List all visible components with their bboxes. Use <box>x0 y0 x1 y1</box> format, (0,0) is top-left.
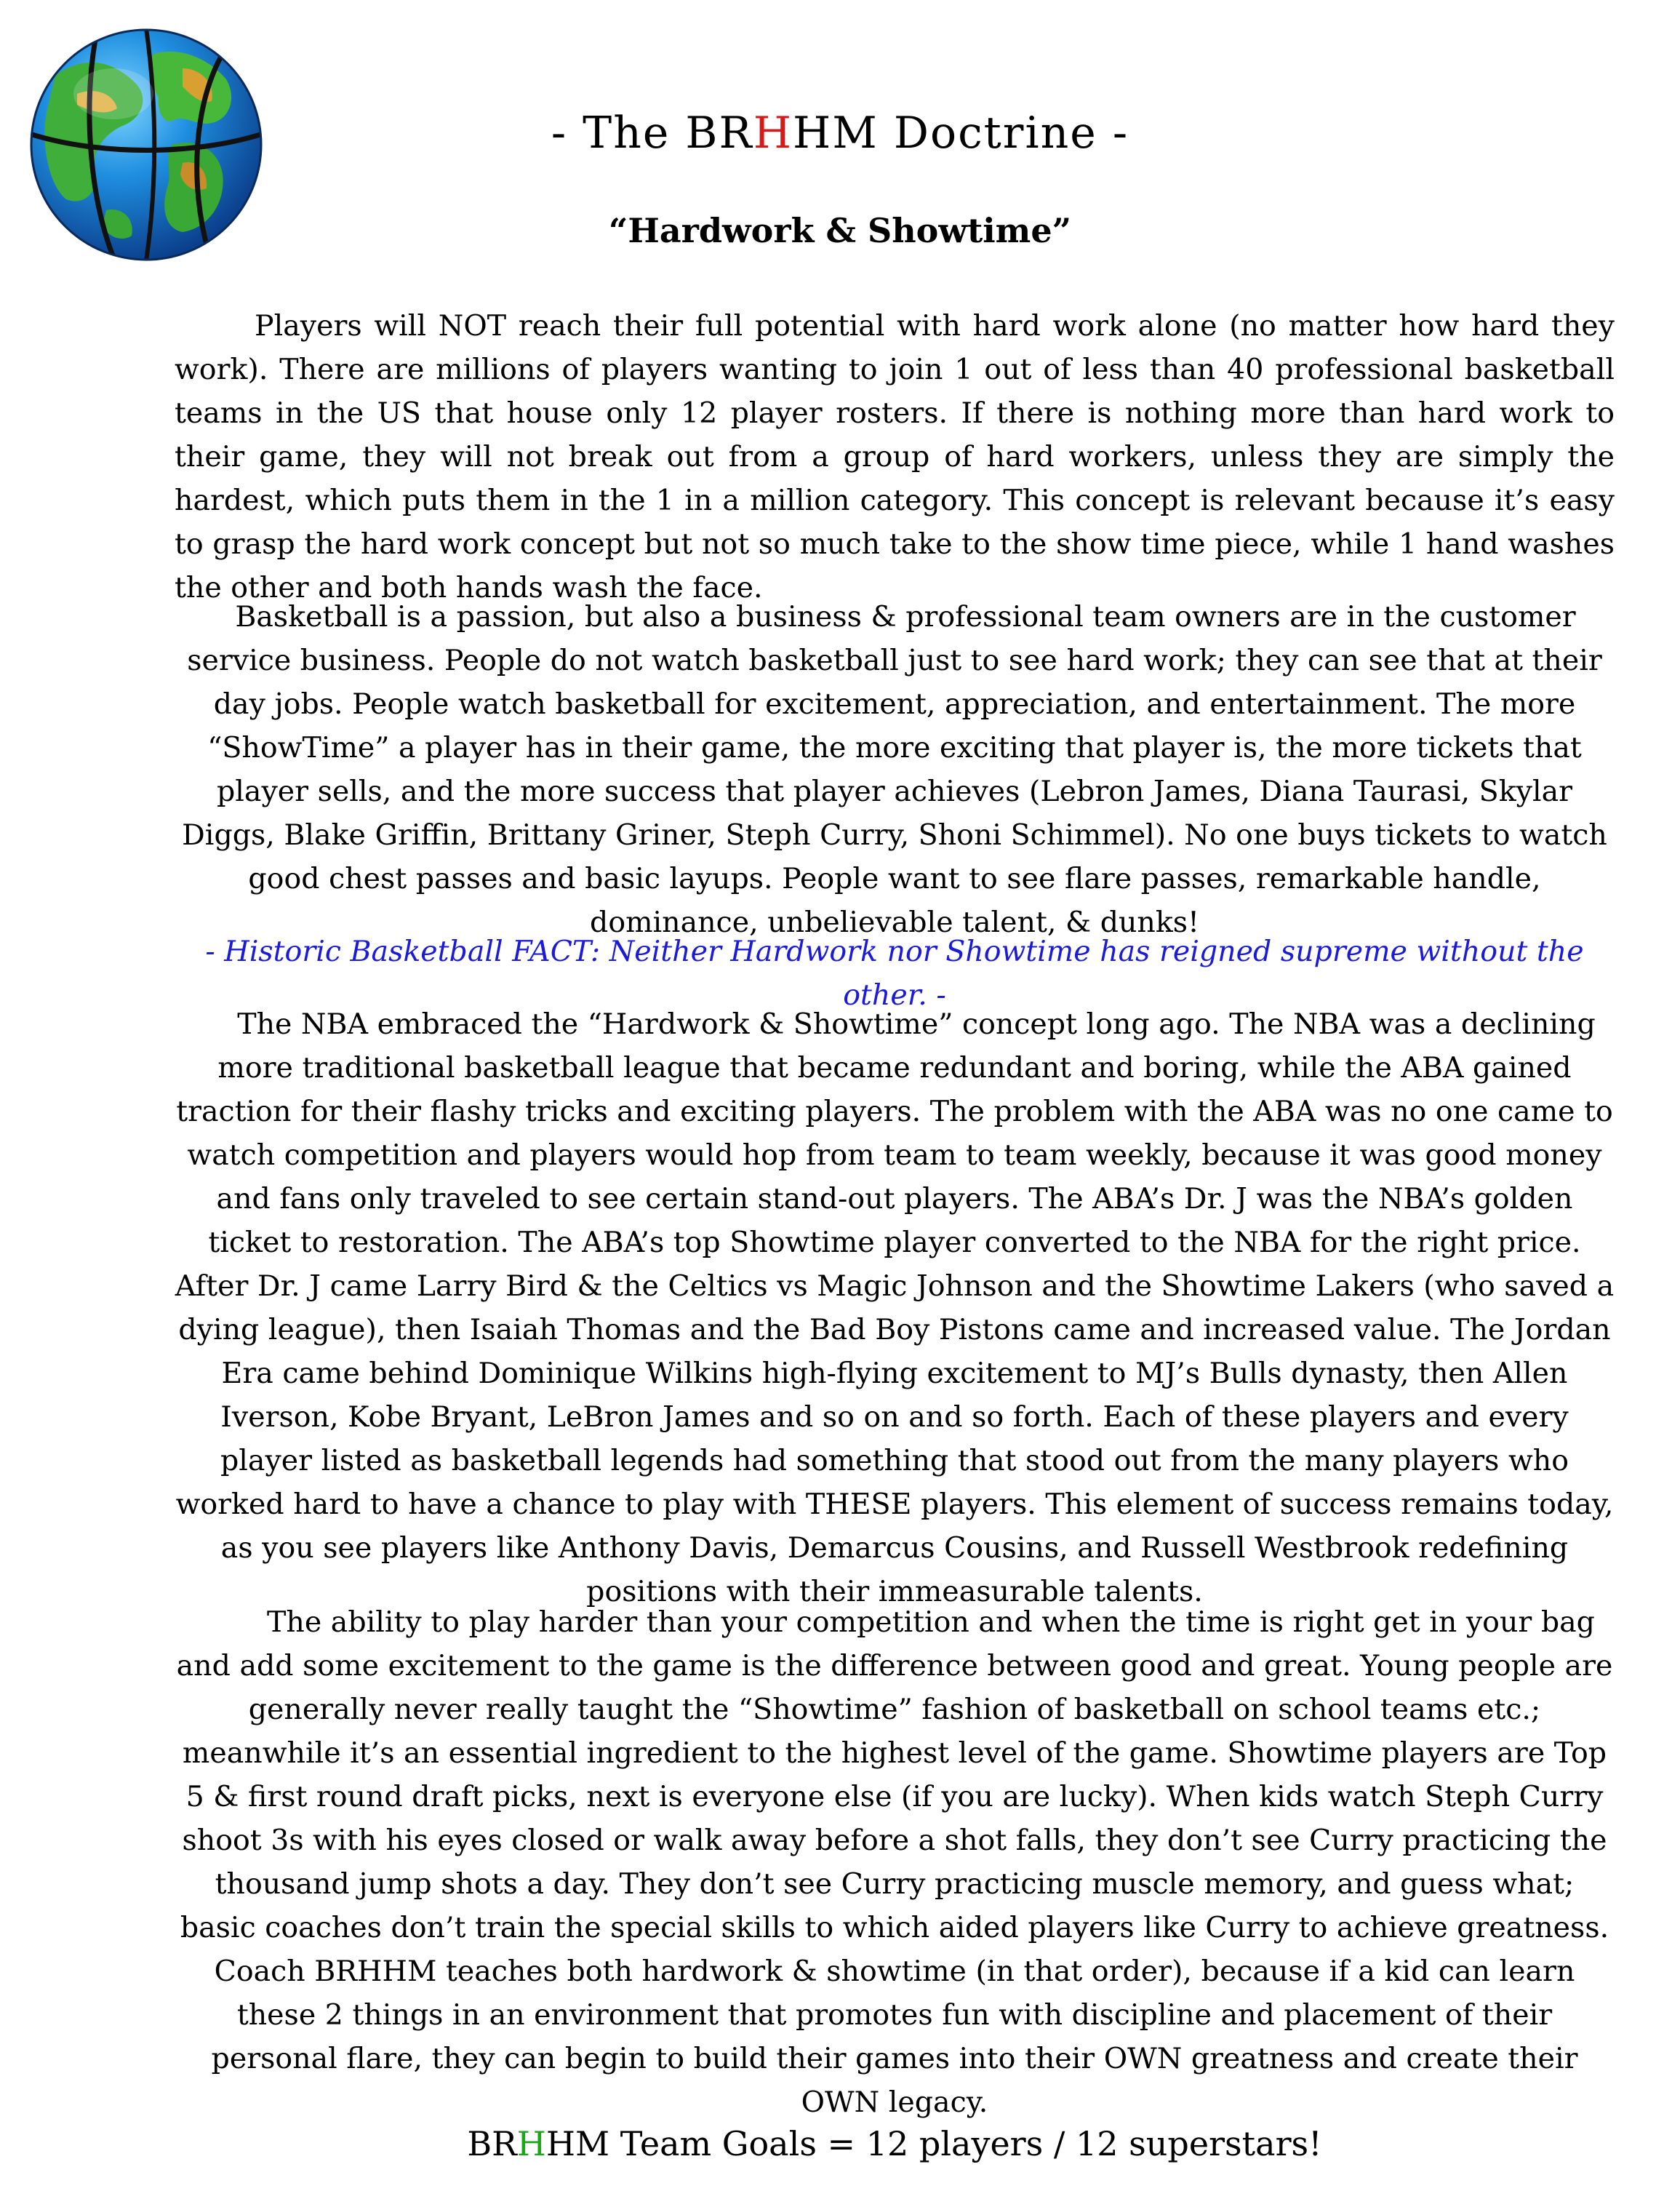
paragraph-showtime: The ability to play harder than your competition and when the time is right get in your bag and add some excitement to the game is the difference between good and great. Young people are generally never really taught the “Showtime” fashion of basketball on school teams etc.; meanwhile it’s an essential ingredient to the highest level of the game. Showtime players are Top 5 & first round draft picks, next is everyone else (if you are lucky). When kids watch Steph Curry shoot 3s with his eyes closed or walk away before a shot falls, they don’t see Curry practicing the thousand jump shots a day. They don’t see Curry practicing muscle memory, and guess what; basic coaches don’t train the special skills to which aided players like Curry to achieve greatness. Coach BRHHM teaches both hardwork & showtime (in that order), because if a kid can learn these 2 things in an environment that promotes fun with discipline and placement of their personal flare, they can begin to build their games into their OWN greatness and create their OWN legacy. <box>176 1605 1613 2119</box>
title-accent-letter: H <box>753 108 793 159</box>
goals-accent-letter: H <box>516 2124 546 2163</box>
paragraph-nba-history: The NBA embraced the “Hardwork & Showtime” concept long ago. The NBA was a declining more traditional basketball league that became redundant and boring, while the ABA gained traction for their flashy tricks and exciting players. The problem with the ABA was no one came to watch competition and players would hop from team to team weekly, because it was good money and fans only traveled to see certain stand-out players. The ABA’s Dr. J was the NBA’s golden ticket to restoration. The ABA’s top Showtime player converted to the NBA for the right price. After Dr. J came Larry Bird & the Celtics vs Magic Johnson and the Showtime Lakers (who saved a dying league), then Isaiah Thomas and the Bad Boy Pistons came and increased value. The Jordan Era came behind Dominique Wilkins high-flying excitement to MJ’s Bulls dynasty, then Allen Iverson, Kobe Bryant, LeBron James and so on and so forth. Each of these players and every player listed as basketball legends had something that stood out from the many players who worked hard to have a chance to play with THESE players. This element of success remains today, as you see players like Anthony Davis, Demarcus Cousins, and Russell Westbrook redefining positions with their immeasurable talents. <box>175 1007 1615 1608</box>
globe-basketball-icon <box>26 25 266 265</box>
page-title: - The BRHHM Doctrine - <box>551 108 1129 159</box>
page-subtitle: “Hardwork & Showtime” <box>608 211 1072 250</box>
historic-fact: - Historic Basketball FACT: Neither Hardwork nor Showtime has reigned supreme without the other. - <box>205 935 1584 1012</box>
team-goals: BRHHM Team Goals = 12 players / 12 superstars! <box>467 2124 1322 2163</box>
paragraph-business: Basketball is a passion, but also a business & professional team owners are in the customer service business. People do not watch basketball just to see hard work; they can see that at their day jobs. People watch basketball for excitement, appreciation, and entertainment. The more “ShowTime” a player has in their game, the more exciting that player is, the more tickets that player sells, and the more success that player achieves (Lebron James, Diana Taurasi, Skylar Diggs, Blake Griffin, Brittany Griner, Steph Curry, Shoni Schimmel). No one buys tickets to watch good chest passes and basic layups. People want to see flare passes, remarkable handle, dominance, unbelievable talent, & dunks! <box>182 600 1607 939</box>
paragraph-hard-work: Players will NOT reach their full potential with hard work alone (no matter how hard they work). There are millions of players wanting to join 1 out of less than 40 professional basketball teams in the US that house only 12 player rosters. If there is nothing more than hard work to their game, they will not break out from a group of hard workers, unless they are simply the hardest, which puts them in the 1 in a million category. This concept is relevant because it’s easy to grasp the hard work concept but not so much take to the show time piece, while 1 hand washes the other and both hands wash the face. <box>175 309 1615 604</box>
